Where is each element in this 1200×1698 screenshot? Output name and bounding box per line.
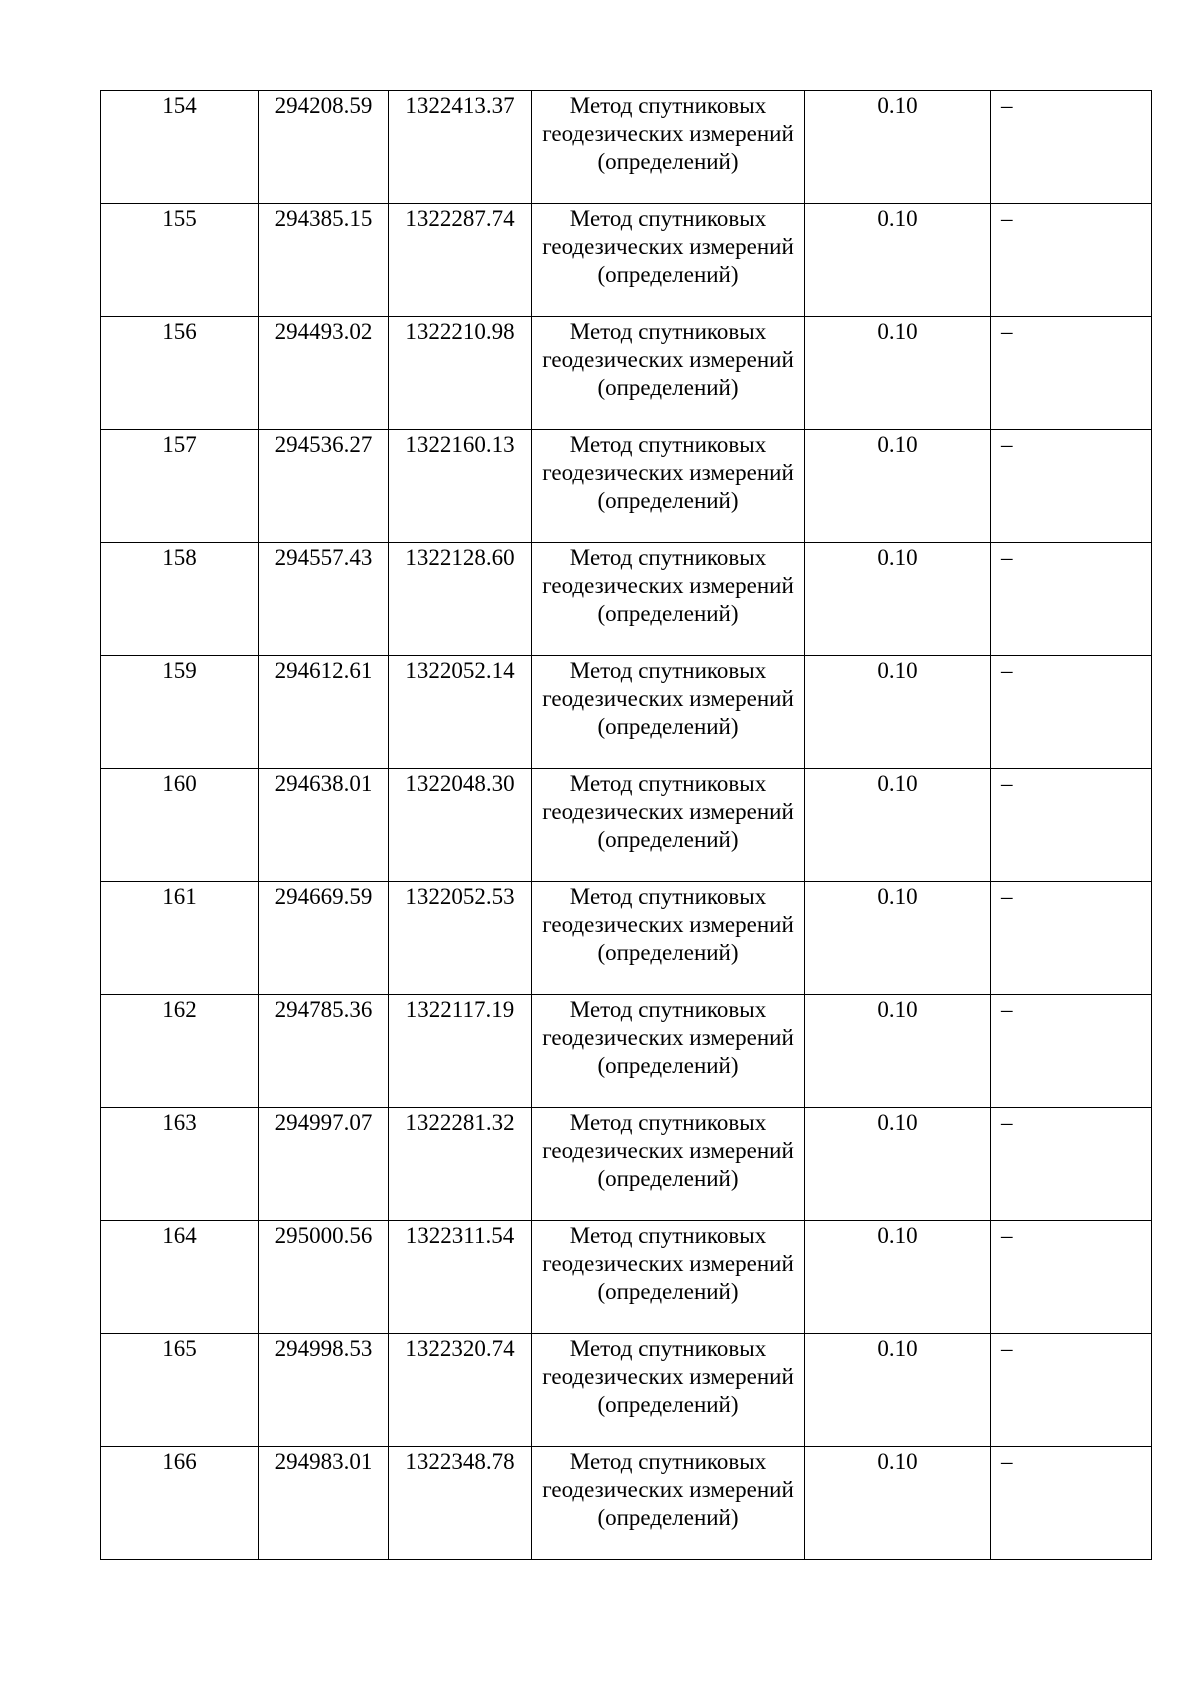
method-cell: [532, 995, 805, 1108]
point-number-cell-text: 165: [162, 1336, 197, 1361]
table-row: [101, 204, 1152, 317]
x-coordinate-cell: [259, 1221, 389, 1334]
point-number-cell-text: 160: [162, 771, 197, 796]
accuracy-cell: [805, 1447, 991, 1560]
point-number-cell: [101, 995, 259, 1108]
note-cell: [991, 91, 1152, 204]
accuracy-cell: [805, 1221, 991, 1334]
point-number-cell-text: 164: [162, 1223, 197, 1248]
x-coordinate-cell-text: 294493.02: [274, 319, 373, 344]
method-cell: [532, 317, 805, 430]
note-cell: [991, 882, 1152, 995]
method-cell: [532, 543, 805, 656]
note-cell-text: –: [1001, 93, 1013, 118]
y-coordinate-cell: [389, 656, 532, 769]
note-cell-text: –: [1001, 545, 1013, 570]
point-number-cell: [101, 430, 259, 543]
method-cell: [532, 656, 805, 769]
accuracy-cell-text: 0.10: [877, 884, 918, 909]
accuracy-cell: [805, 204, 991, 317]
method-cell-text: Метод спутниковых геодезических измерений (определений): [542, 1110, 794, 1191]
y-coordinate-cell-text: 1322117.19: [405, 997, 515, 1022]
point-number-cell: [101, 882, 259, 995]
y-coordinate-cell: [389, 430, 532, 543]
note-cell-text: –: [1001, 658, 1013, 683]
note-cell-text: –: [1001, 997, 1013, 1022]
x-coordinate-cell: [259, 317, 389, 430]
method-cell-text: Метод спутниковых геодезических измерений (определений): [542, 1336, 794, 1417]
accuracy-cell-text: 0.10: [877, 432, 918, 457]
y-coordinate-cell-text: 1322210.98: [405, 319, 515, 344]
table-row: [101, 1334, 1152, 1447]
point-number-cell-text: 159: [162, 658, 197, 683]
note-cell-text: –: [1001, 1449, 1013, 1474]
accuracy-cell: [805, 769, 991, 882]
point-number-cell-text: 156: [162, 319, 197, 344]
point-number-cell-text: 163: [162, 1110, 197, 1135]
point-number-cell: [101, 1221, 259, 1334]
method-cell: [532, 430, 805, 543]
method-cell-text: Метод спутниковых геодезических измерений (определений): [542, 545, 794, 626]
x-coordinate-cell-text: 294983.01: [274, 1449, 373, 1474]
method-cell: [532, 204, 805, 317]
accuracy-cell-text: 0.10: [877, 93, 918, 118]
accuracy-cell-text: 0.10: [877, 1110, 918, 1135]
accuracy-cell-text: 0.10: [877, 206, 918, 231]
note-cell: [991, 1447, 1152, 1560]
point-number-cell: [101, 1334, 259, 1447]
x-coordinate-cell-text: 294998.53: [274, 1336, 373, 1361]
accuracy-cell-text: 0.10: [877, 545, 918, 570]
y-coordinate-cell: [389, 1447, 532, 1560]
y-coordinate-cell: [389, 882, 532, 995]
method-cell: [532, 882, 805, 995]
accuracy-cell: [805, 543, 991, 656]
accuracy-cell: [805, 995, 991, 1108]
note-cell: [991, 1334, 1152, 1447]
accuracy-cell: [805, 882, 991, 995]
note-cell-text: –: [1001, 771, 1013, 796]
method-cell-text: Метод спутниковых геодезических измерений (определений): [542, 319, 794, 400]
accuracy-cell: [805, 91, 991, 204]
method-cell-text: Метод спутниковых геодезических измерений (определений): [542, 1223, 794, 1304]
point-number-cell: [101, 543, 259, 656]
point-number-cell: [101, 1108, 259, 1221]
method-cell-text: Метод спутниковых геодезических измерений (определений): [542, 658, 794, 739]
table-row: [101, 1447, 1152, 1560]
y-coordinate-cell: [389, 543, 532, 656]
point-number-cell-text: 155: [162, 206, 197, 231]
note-cell: [991, 995, 1152, 1108]
point-number-cell: [101, 656, 259, 769]
accuracy-cell: [805, 656, 991, 769]
note-cell: [991, 769, 1152, 882]
y-coordinate-cell-text: 1322052.14: [405, 658, 515, 683]
accuracy-cell-text: 0.10: [877, 319, 918, 344]
method-cell-text: Метод спутниковых геодезических измерений (определений): [542, 206, 794, 287]
method-cell: [532, 769, 805, 882]
y-coordinate-cell-text: 1322320.74: [405, 1336, 515, 1361]
y-coordinate-cell: [389, 995, 532, 1108]
note-cell-text: –: [1001, 319, 1013, 344]
method-cell-text: Метод спутниковых геодезических измерений (определений): [542, 432, 794, 513]
x-coordinate-cell: [259, 543, 389, 656]
note-cell: [991, 430, 1152, 543]
x-coordinate-cell: [259, 1108, 389, 1221]
method-cell-text: Метод спутниковых геодезических измерений (определений): [542, 1449, 794, 1530]
method-cell: [532, 91, 805, 204]
y-coordinate-cell-text: 1322128.60: [405, 545, 515, 570]
point-number-cell-text: 158: [162, 545, 197, 570]
table-body: [101, 91, 1152, 1560]
accuracy-cell-text: 0.10: [877, 771, 918, 796]
table-row: [101, 317, 1152, 430]
x-coordinate-cell-text: 294785.36: [274, 997, 373, 1022]
x-coordinate-cell-text: 294385.15: [274, 206, 373, 231]
accuracy-cell-text: 0.10: [877, 1223, 918, 1248]
table-row: [101, 91, 1152, 204]
table-row: [101, 882, 1152, 995]
accuracy-cell: [805, 430, 991, 543]
note-cell-text: –: [1001, 206, 1013, 231]
x-coordinate-cell-text: 294612.61: [274, 658, 373, 683]
method-cell-text: Метод спутниковых геодезических измерений (определений): [542, 93, 794, 174]
x-coordinate-cell-text: 295000.56: [274, 1223, 373, 1248]
accuracy-cell: [805, 317, 991, 430]
y-coordinate-cell-text: 1322287.74: [405, 206, 515, 231]
method-cell: [532, 1447, 805, 1560]
x-coordinate-cell: [259, 769, 389, 882]
note-cell: [991, 1221, 1152, 1334]
x-coordinate-cell: [259, 656, 389, 769]
x-coordinate-cell: [259, 430, 389, 543]
point-number-cell: [101, 91, 259, 204]
y-coordinate-cell-text: 1322413.37: [405, 93, 515, 118]
point-number-cell-text: 166: [162, 1449, 197, 1474]
table-row: [101, 1221, 1152, 1334]
y-coordinate-cell-text: 1322160.13: [405, 432, 515, 457]
note-cell-text: –: [1001, 1110, 1013, 1135]
x-coordinate-cell: [259, 995, 389, 1108]
y-coordinate-cell-text: 1322052.53: [405, 884, 515, 909]
accuracy-cell-text: 0.10: [877, 1336, 918, 1361]
y-coordinate-cell-text: 1322311.54: [405, 1223, 515, 1248]
y-coordinate-cell-text: 1322281.32: [405, 1110, 515, 1135]
table-row: [101, 769, 1152, 882]
method-cell: [532, 1334, 805, 1447]
x-coordinate-cell-text: 294669.59: [274, 884, 373, 909]
point-number-cell-text: 157: [162, 432, 197, 457]
note-cell: [991, 656, 1152, 769]
table-row: [101, 1108, 1152, 1221]
x-coordinate-cell-text: 294638.01: [274, 771, 373, 796]
point-number-cell: [101, 204, 259, 317]
y-coordinate-cell-text: 1322348.78: [405, 1449, 515, 1474]
y-coordinate-cell-text: 1322048.30: [405, 771, 515, 796]
y-coordinate-cell: [389, 91, 532, 204]
point-number-cell-text: 161: [162, 884, 197, 909]
note-cell-text: –: [1001, 1223, 1013, 1248]
method-cell-text: Метод спутниковых геодезических измерений (определений): [542, 771, 794, 852]
note-cell-text: –: [1001, 432, 1013, 457]
x-coordinate-cell-text: 294536.27: [274, 432, 373, 457]
y-coordinate-cell: [389, 1334, 532, 1447]
table-row: [101, 543, 1152, 656]
accuracy-cell-text: 0.10: [877, 1449, 918, 1474]
y-coordinate-cell: [389, 769, 532, 882]
point-number-cell-text: 154: [162, 93, 197, 118]
table-row: [101, 430, 1152, 543]
x-coordinate-cell: [259, 882, 389, 995]
point-number-cell-text: 162: [162, 997, 197, 1022]
point-number-cell: [101, 317, 259, 430]
accuracy-cell-text: 0.10: [877, 997, 918, 1022]
coordinates-table: [100, 90, 1152, 1560]
note-cell-text: –: [1001, 884, 1013, 909]
x-coordinate-cell: [259, 1334, 389, 1447]
y-coordinate-cell: [389, 317, 532, 430]
x-coordinate-cell-text: 294557.43: [274, 545, 373, 570]
y-coordinate-cell: [389, 204, 532, 317]
x-coordinate-cell-text: 294208.59: [274, 93, 373, 118]
x-coordinate-cell: [259, 91, 389, 204]
method-cell: [532, 1221, 805, 1334]
note-cell: [991, 1108, 1152, 1221]
x-coordinate-cell: [259, 204, 389, 317]
x-coordinate-cell-text: 294997.07: [274, 1110, 373, 1135]
accuracy-cell: [805, 1334, 991, 1447]
y-coordinate-cell: [389, 1221, 532, 1334]
note-cell: [991, 543, 1152, 656]
table-row: [101, 995, 1152, 1108]
note-cell: [991, 317, 1152, 430]
accuracy-cell: [805, 1108, 991, 1221]
note-cell-text: –: [1001, 1336, 1013, 1361]
point-number-cell: [101, 769, 259, 882]
y-coordinate-cell: [389, 1108, 532, 1221]
method-cell: [532, 1108, 805, 1221]
table-row: [101, 656, 1152, 769]
point-number-cell: [101, 1447, 259, 1560]
accuracy-cell-text: 0.10: [877, 658, 918, 683]
x-coordinate-cell: [259, 1447, 389, 1560]
method-cell-text: Метод спутниковых геодезических измерений (определений): [542, 884, 794, 965]
method-cell-text: Метод спутниковых геодезических измерений (определений): [542, 997, 794, 1078]
note-cell: [991, 204, 1152, 317]
